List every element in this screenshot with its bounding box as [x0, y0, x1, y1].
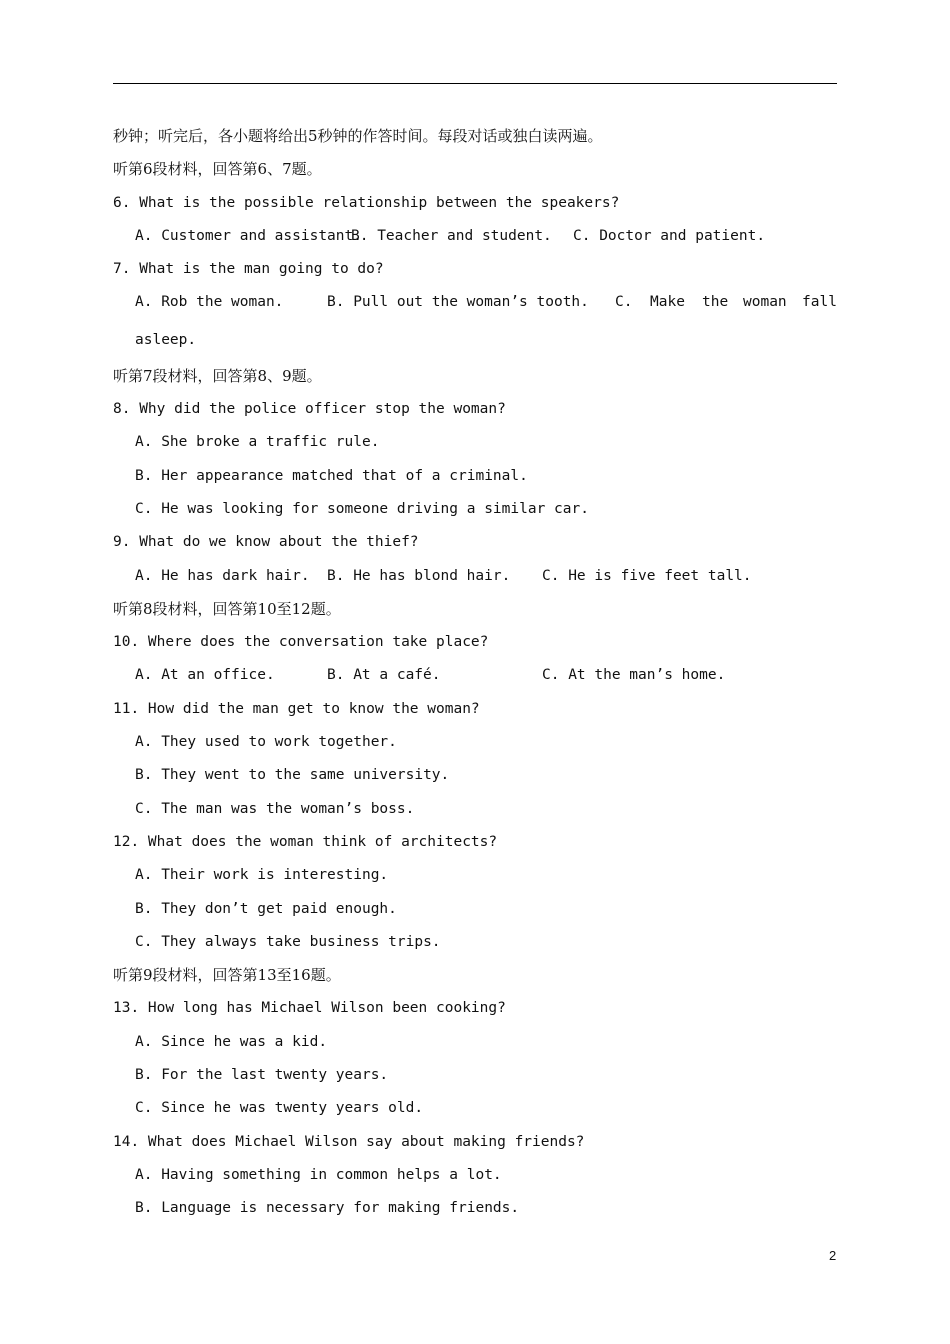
option-b: B. Language is necessary for making friends.: [135, 1200, 520, 1217]
option-c-continuation: asleep.: [135, 331, 197, 348]
section-heading-9: 听第9段材料，回答第13至16题。: [113, 966, 341, 985]
option-b: B. Teacher and student.: [351, 227, 552, 244]
section-heading-8: 听第8段材料，回答第10至12题。: [113, 599, 341, 618]
option-c-word: woman: [743, 294, 787, 311]
option-c: C. He was looking for someone driving a similar car.: [135, 500, 589, 517]
option-a: A. Customer and assistant.: [135, 227, 362, 244]
page-content: [113, 120, 837, 1226]
option-c-word: the: [702, 294, 729, 311]
option-c: C. He is five feet tall.: [542, 567, 752, 584]
option-c: C. At the man’s home.: [542, 667, 726, 684]
question-7: 7. What is the man going to do?: [113, 261, 384, 278]
question-13: 13. How long has Michael Wilson been cooking?: [113, 1000, 506, 1017]
header-rule: [113, 83, 837, 84]
question-14: 14. What does Michael Wilson say about making friends?: [113, 1133, 585, 1150]
option-c: C. Since he was twenty years old.: [135, 1100, 424, 1117]
option-c-word: Make: [650, 294, 685, 311]
option-b: B. At a café.: [327, 667, 441, 684]
option-a: A. They used to work together.: [135, 734, 397, 751]
page-number: 2: [829, 1248, 837, 1263]
question-8: 8. Why did the police officer stop the woman?: [113, 401, 506, 418]
option-b: B. He has blond hair.: [327, 567, 511, 584]
option-a: A. Since he was a kid.: [135, 1033, 328, 1050]
option-c-word: fall: [802, 294, 837, 311]
question-10-options: [113, 659, 837, 692]
option-c: C. The man was the woman’s boss.: [135, 800, 415, 817]
question-12: 12. What does the woman think of architects?: [113, 833, 498, 850]
option-b: B. Pull out the woman’s tooth.: [327, 294, 589, 311]
option-c-word: C.: [615, 294, 633, 311]
question-9-options: [113, 560, 837, 593]
option-a: A. Their work is interesting.: [135, 867, 389, 884]
section-heading-7: 听第7段材料，回答第8、9题。: [113, 366, 322, 385]
question-6-options: [113, 220, 837, 253]
option-a: A. At an office.: [135, 667, 275, 684]
option-c: C. Doctor and patient.: [573, 227, 766, 244]
question-11: 11. How did the man get to know the woman?: [113, 700, 480, 717]
option-a: A. She broke a traffic rule.: [135, 434, 380, 451]
section-heading-6: 听第6段材料，回答第6、7题。: [113, 160, 322, 179]
option-c: C. They always take business trips.: [135, 933, 441, 950]
option-a: A. He has dark hair.: [135, 567, 310, 584]
option-b: B. They went to the same university.: [135, 767, 450, 784]
option-a: A. Rob the woman.: [135, 294, 284, 311]
question-9: 9. What do we know about the thief?: [113, 534, 419, 551]
option-b: B. Her appearance matched that of a criminal.: [135, 467, 528, 484]
question-7-options: [113, 286, 837, 319]
option-b: B. For the last twenty years.: [135, 1067, 389, 1084]
question-10: 10. Where does the conversation take place?: [113, 634, 489, 651]
instruction-text: 秒钟；听完后，各小题将给出5秒钟的作答时间。每段对话或独白读两遍。: [113, 127, 603, 145]
option-b: B. They don’t get paid enough.: [135, 900, 397, 917]
option-a: A. Having something in common helps a lot.: [135, 1166, 502, 1183]
question-6: 6. What is the possible relationship between the speakers?: [113, 194, 620, 211]
